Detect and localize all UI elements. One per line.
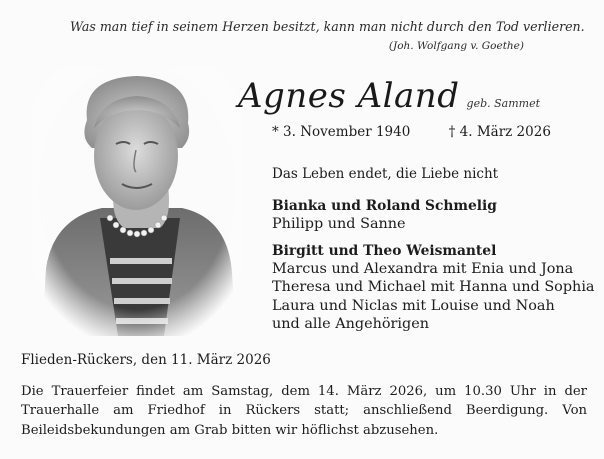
death-date: † 4. März 2026 bbox=[448, 124, 551, 140]
family-head: Bianka und Roland Schmelig bbox=[272, 198, 497, 214]
family-member-line: Theresa und Michael mit Hanna und Sophia bbox=[272, 279, 595, 296]
quote-text: Was man tief in seinem Herzen besitzt, kann man nicht durch den Tod verlieren. bbox=[70, 19, 585, 34]
family-group bbox=[272, 197, 592, 234]
deceased-name-block bbox=[238, 76, 540, 116]
place-and-date: Flieden-Rückers, den 11. März 2026 bbox=[21, 352, 271, 368]
family-group bbox=[272, 242, 595, 334]
family-member-line: und alle Angehörigen bbox=[272, 316, 429, 333]
deceased-name: Agnes Aland bbox=[238, 76, 460, 116]
family-member-line: Marcus und Alexandra mit Enia und Jona bbox=[272, 260, 574, 277]
family-member-line: Laura und Niclas mit Louise und Noah bbox=[272, 297, 555, 314]
motto: Das Leben endet, die Liebe nicht bbox=[272, 166, 499, 182]
portrait-photo bbox=[32, 68, 242, 336]
mourners-list bbox=[272, 197, 595, 342]
funeral-notice-text: Die Trauerfeier findet am Samstag, dem 14. März 2026, um 10.30 Uhr in der Trauerhalle am Friedhof in Rückers statt; anschließend Beerdigung. Von Beileidsbekundungen am Grab bitten wir höflichst abzusehen. bbox=[21, 384, 587, 438]
quote-author: (Joh. Wolfgang v. Goethe) bbox=[388, 40, 524, 52]
birth-date: * 3. November 1940 bbox=[272, 124, 411, 140]
family-head: Birgitt und Theo Weismantel bbox=[272, 242, 497, 259]
maiden-name: geb. Sammet bbox=[466, 97, 541, 110]
family-member-line: Philipp und Sanne bbox=[272, 216, 406, 232]
life-dates bbox=[272, 124, 551, 140]
